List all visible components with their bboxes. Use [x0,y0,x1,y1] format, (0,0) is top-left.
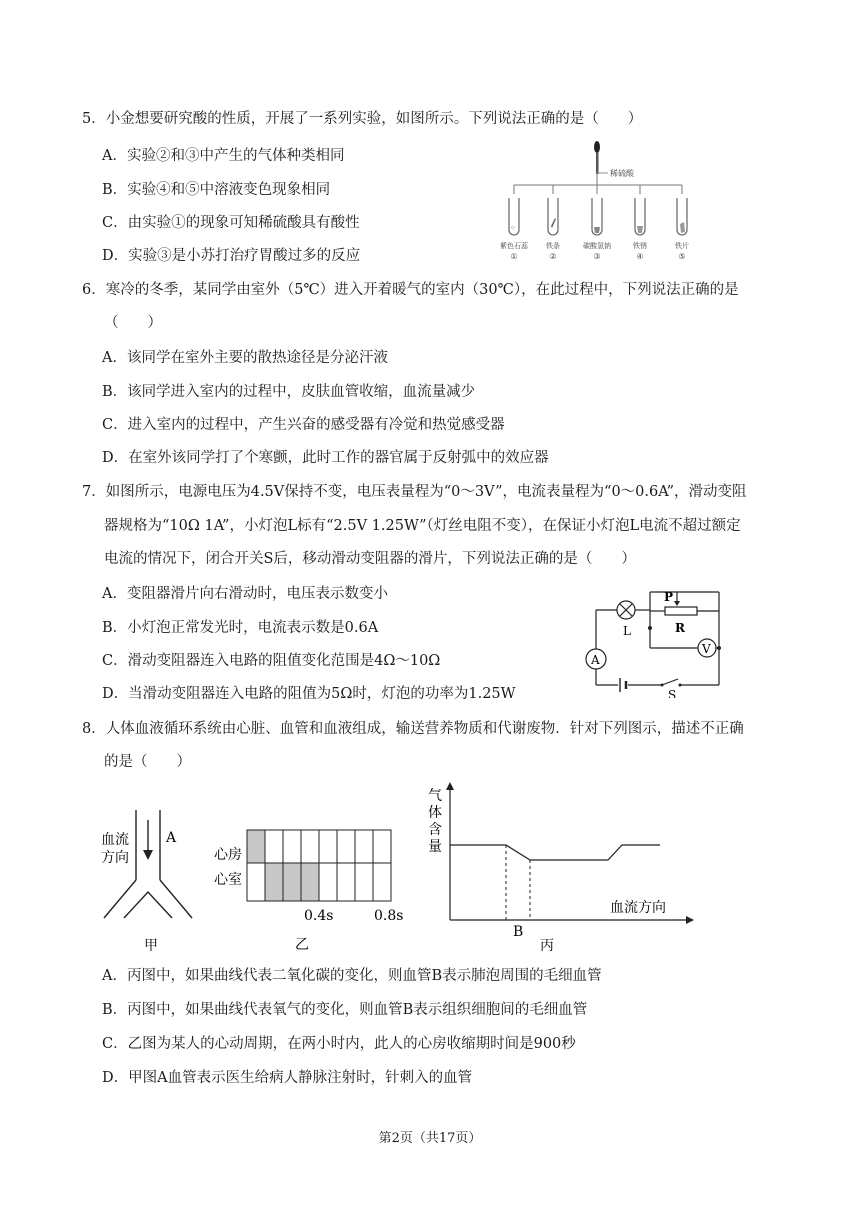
switch-label: S [668,688,677,698]
q8-figure-jia [96,800,206,960]
q5-stem: 5．小金想要研究酸的性质，开展了一系列实验，如图所示。下列说法正确的是（ ） [82,111,643,127]
q7-stem-line2: 器规格为“10Ω 1A”，小灯泡L标有“2.5V 1.25W”（灯丝电阻不变），在保证小灯泡L电流不超过额定 [104,518,741,534]
q5-test-tube-figure [500,138,715,263]
q8-option-d: D．甲图A血管表示医生给病人静脉注射时，针刺入的血管 [102,1070,473,1086]
voltmeter-label: V [702,642,711,656]
q6-stem-line2: （ ） [104,315,162,331]
tube-number-4: ④ [636,252,644,261]
bing-ylabel-3: 含 [428,822,442,838]
tube-number-5: ⑤ [678,252,686,261]
bing-ylabel-1: 气 [428,788,442,804]
yi-row2-label: 心室 [214,872,242,888]
q5-option-c: C．由实验①的现象可知稀硫酸具有酸性 [102,215,360,231]
q5-option-a: A．实验②和③中产生的气体种类相同 [102,148,345,164]
q6-option-b: B．该同学进入室内的过程中，皮肤血管收缩，血流量减少 [102,384,476,400]
bing-curve [450,845,660,860]
q8-figure-yi [210,822,420,962]
q5-option-b: B．实验④和⑤中溶液变色现象相同 [102,182,331,198]
bing-ylabel-4: 量 [428,839,442,855]
bing-vessel-label: B [513,924,524,940]
q7-stem-line3: 电流的情况下，闭合开关S后，移动滑动变阻器的滑片，下列说法正确的是（ ） [104,551,636,567]
tube-number-3: ③ [593,252,601,261]
tube-label-1: 紫色石蕊 [500,242,528,250]
tube-label-2: 铁条 [546,242,560,250]
page-footer: 第2页（共17页） [378,1131,482,1146]
q7-option-b: B．小灯泡正常发光时，电流表示数是0.6A [102,620,379,636]
tube-label-3: 碳酸氢钠 [583,242,611,250]
yi-tick-2: 0.8s [374,908,404,924]
q8-option-a: A．丙图中，如果曲线代表二氧化碳的变化，则血管B表示肺泡周围的毛细血管 [102,968,602,984]
bing-ylabel-2: 体 [428,805,442,821]
rheostat-label: R [675,621,685,635]
q6-option-c: C．进入室内的过程中，产生兴奋的感受器有冷觉和热觉感受器 [102,417,505,433]
jia-label-line1: 血流 [101,832,129,848]
yi-row1-label: 心房 [214,847,242,863]
q8-option-b: B．丙图中，如果曲线代表氧气的变化，则血管B表示组织细胞间的毛细血管 [102,1002,588,1018]
tube-number-1: ① [510,252,518,261]
q6-option-d: D．在室外该同学打了个寒颤，此时工作的器官属于反射弧中的效应器 [102,450,549,466]
svg-text:⁘: ⁘ [510,224,516,232]
lamp-label: L [623,624,631,638]
q8-stem-line2: 的是（ ） [104,754,191,770]
q7-circuit-diagram [580,588,730,698]
q5-option-d: D．实验③是小苏打治疗胃酸过多的反应 [102,248,361,264]
reagent-label: 稀硫酸 [610,169,634,178]
tube-number-2: ② [549,252,557,261]
bing-caption: 丙 [540,938,554,954]
yi-tick-1: 0.4s [304,908,334,924]
bing-xlabel: 血流方向 [610,900,666,916]
q6-stem-line1: 6．寒冷的冬季，某同学由室外（5℃）进入开着暖气的室内（30℃），在此过程中，下列说法正确的是 [82,282,739,298]
q7-option-a: A．变阻器滑片向右滑动时，电压表示数变小 [102,586,388,602]
ammeter-label: A [591,653,600,667]
q6-option-a: A．该同学在室外主要的散热途径是分泌汗液 [102,350,388,366]
jia-caption: 甲 [144,938,158,954]
jia-vessel-label: A [166,830,177,846]
q8-figure-bing [420,780,700,960]
q8-stem-line1: 8．人体血液循环系统由心脏、血管和血液组成，输送营养物质和代谢废物．针对下列图示，描述不正确 [82,721,744,737]
tube-label-4: 铁锈 [633,242,647,250]
q8-option-c: C．乙图为某人的心动周期，在两小时内，此人的心房收缩期时间是900秒 [102,1036,576,1052]
yi-caption: 乙 [295,937,309,953]
tube-label-5: 铁片 [675,242,689,250]
q7-stem-line1: 7．如图所示，电源电压为4.5V保持不变，电压表量程为“0～3V”，电流表量程为“0～0.6A”，滑动变阻 [82,484,747,500]
q7-option-c: C．滑动变阻器连入电路的阻值变化范围是4Ω～10Ω [102,653,441,669]
q7-option-d: D．当滑动变阻器连入电路的阻值为5Ω时，灯泡的功率为1.25W [102,686,516,702]
jia-label-line2: 方向 [101,850,129,866]
rheostat-slider-label: P [664,590,674,604]
